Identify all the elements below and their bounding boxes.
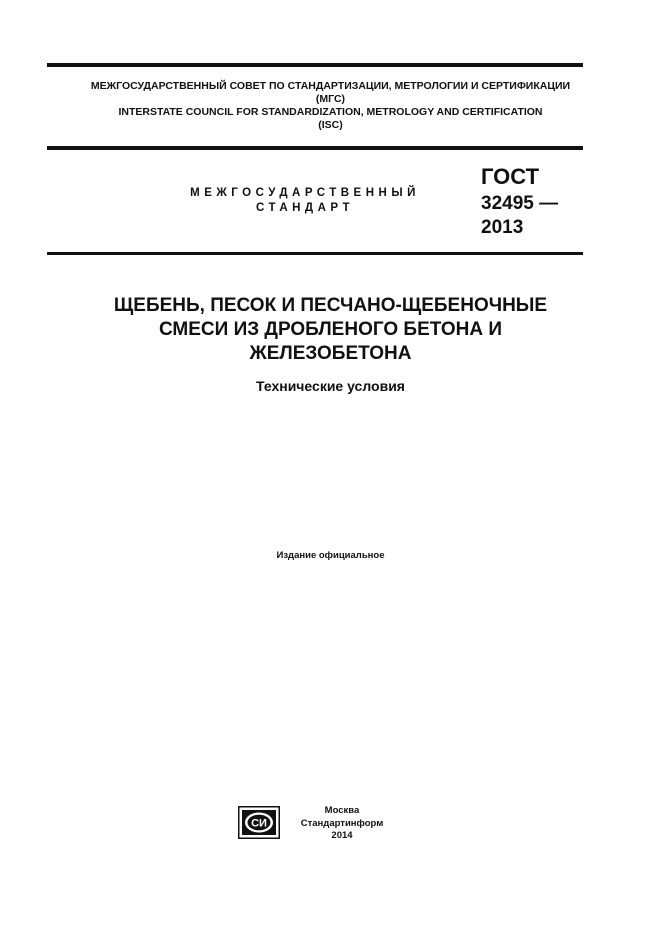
designation-rule — [47, 252, 583, 255]
standard-kind-line1: МЕЖГОСУДАРСТВЕННЫЙ — [190, 187, 420, 199]
council-header — [0, 80, 661, 132]
publisher-name: Стандартинформ — [300, 817, 384, 829]
document-subtitle: Технические условия — [256, 378, 405, 394]
council-name-en: INTERSTATE COUNCIL FOR STANDARDIZATION, METROLOGY AND CERTIFICATION — [118, 106, 543, 118]
gost-year: 2013 — [481, 217, 524, 238]
publisher-city: Москва — [324, 805, 360, 816]
publisher-logo-text: СИ — [251, 817, 267, 830]
standard-kind-line2: СТАНДАРТ — [256, 202, 354, 214]
publisher-year: 2014 — [331, 830, 353, 841]
standard-kind — [150, 186, 460, 216]
edition-note: Издание официальное — [276, 550, 385, 561]
document-title-line1: ЩЕБЕНЬ, ПЕСОК И ПЕСЧАНО-ЩЕБЕНОЧНЫЕ — [113, 295, 548, 316]
council-abbr-ru: (МГС) — [315, 93, 346, 105]
publisher-info — [292, 805, 392, 843]
council-abbr-en: (ISC) — [318, 119, 343, 131]
document-title-line3: ЖЕЛЕЗОБЕТОНА — [249, 343, 412, 364]
gost-label: ГОСТ — [481, 164, 540, 189]
document-title-line2: СМЕСИ ИЗ ДРОБЛЕНОГО БЕТОНА И — [158, 319, 503, 340]
top-rule — [47, 63, 583, 67]
council-name-ru: МЕЖГОСУДАРСТВЕННЫЙ СОВЕТ ПО СТАНДАРТИЗАЦИИ, МЕТРОЛОГИИ И СЕРТИФИКАЦИИ — [90, 80, 571, 92]
gost-number: 32495 — — [481, 193, 559, 214]
document-title — [0, 294, 661, 366]
publisher-logo-svg — [238, 806, 280, 839]
header-rule — [47, 146, 583, 150]
publisher-logo-icon — [238, 806, 280, 839]
